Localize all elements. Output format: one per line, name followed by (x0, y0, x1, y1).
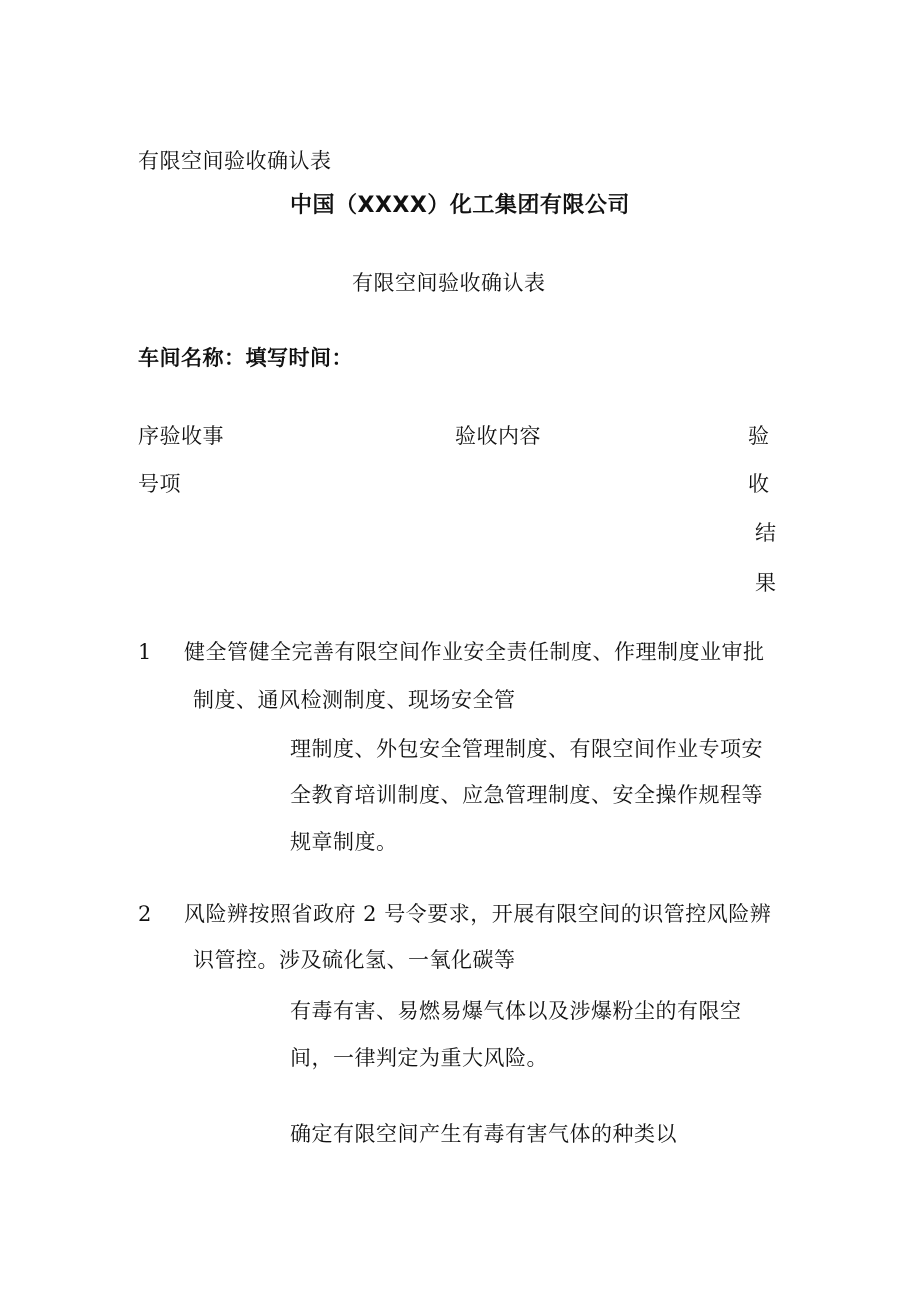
header-seq-item-line1: 序验收事 (138, 424, 224, 448)
row-content-line: 制度、通风检测制度、现场安全管 (193, 688, 516, 712)
form-title: 有限空间验收确认表 (352, 271, 546, 295)
header-result-char: 收 (748, 472, 770, 496)
workshop-and-date-line: 车间名称：填写时间： (138, 346, 353, 370)
company-name: 中国（XXXX）化工集团有限公司 (290, 193, 630, 218)
header-content: 验收内容 (455, 424, 541, 448)
row-content-line: 健全管健全完善有限空间作业安全责任制度、作理制度业审批 (184, 640, 765, 664)
row-content-line: 全教育培训制度、应急管理制度、安全操作规程等 (290, 783, 763, 807)
row-content-line: 识管控。涉及硫化氢、一氧化碳等 (193, 948, 516, 972)
header-seq-item-line2: 号项 (138, 472, 181, 496)
row-number: 1 (138, 640, 152, 664)
row-content-line: 理制度、外包安全管理制度、有限空间作业专项安 (290, 737, 763, 761)
row-content-line: 确定有限空间产生有毒有害气体的种类以 (290, 1122, 677, 1146)
row-content-line: 间，一律判定为重大风险。 (290, 1046, 548, 1070)
document-top-title: 有限空间验收确认表 (138, 149, 332, 173)
header-result-char: 果 (755, 571, 777, 595)
row-number: 2 (138, 902, 152, 926)
header-result-char: 结 (755, 521, 777, 545)
row-content-line: 规章制度。 (290, 830, 398, 854)
header-result-char: 验 (748, 424, 770, 448)
row-content-line: 有毒有害、易燃易爆气体以及涉爆粉尘的有限空 (290, 999, 742, 1023)
row-content-line: 风险辨按照省政府 2 号令要求，开展有限空间的识管控风险辨 (184, 902, 772, 926)
